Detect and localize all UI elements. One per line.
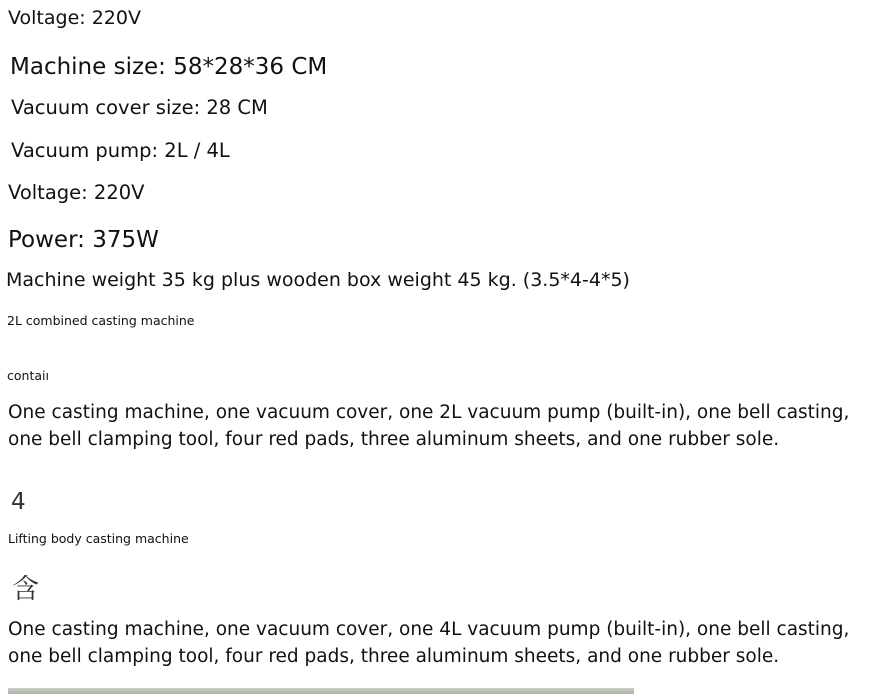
spec-vacuum-pump: Vacuum pump: 2L / 4L	[11, 139, 230, 162]
spec-weight: Machine weight 35 kg plus wooden box weight 45 kg. (3.5*4-4*5)	[6, 269, 630, 291]
spec-power: Power: 375W	[8, 227, 159, 253]
section-2l-contents: One casting machine, one vacuum cover, one 2L vacuum pump (built-in), one bell casting, one bell clamping tool, four red pads, three aluminum sheets, and one rubber sole.	[8, 402, 850, 450]
spec-vacuum-cover-size: Vacuum cover size: 28 CM	[11, 96, 268, 119]
spec-voltage-2: Voltage: 220V	[8, 181, 145, 204]
section-4l-contains-glyph: 含	[12, 574, 39, 605]
section-2l-title: 2L combined casting machine	[7, 313, 195, 328]
section-4l-number: 4	[11, 489, 26, 515]
section-4l-title: Lifting body casting machine	[8, 531, 189, 546]
spec-voltage-1: Voltage: 220V	[8, 7, 141, 29]
section-2l-contains-label: contaiı	[7, 368, 49, 383]
spec-machine-size: Machine size: 58*28*36 CM	[10, 54, 328, 80]
section-4l-contents: One casting machine, one vacuum cover, one 4L vacuum pump (built-in), one bell casting, one bell clamping tool, four red pads, three aluminum sheets, and one rubber sole.	[8, 619, 850, 667]
bottom-image-strip	[8, 688, 634, 694]
